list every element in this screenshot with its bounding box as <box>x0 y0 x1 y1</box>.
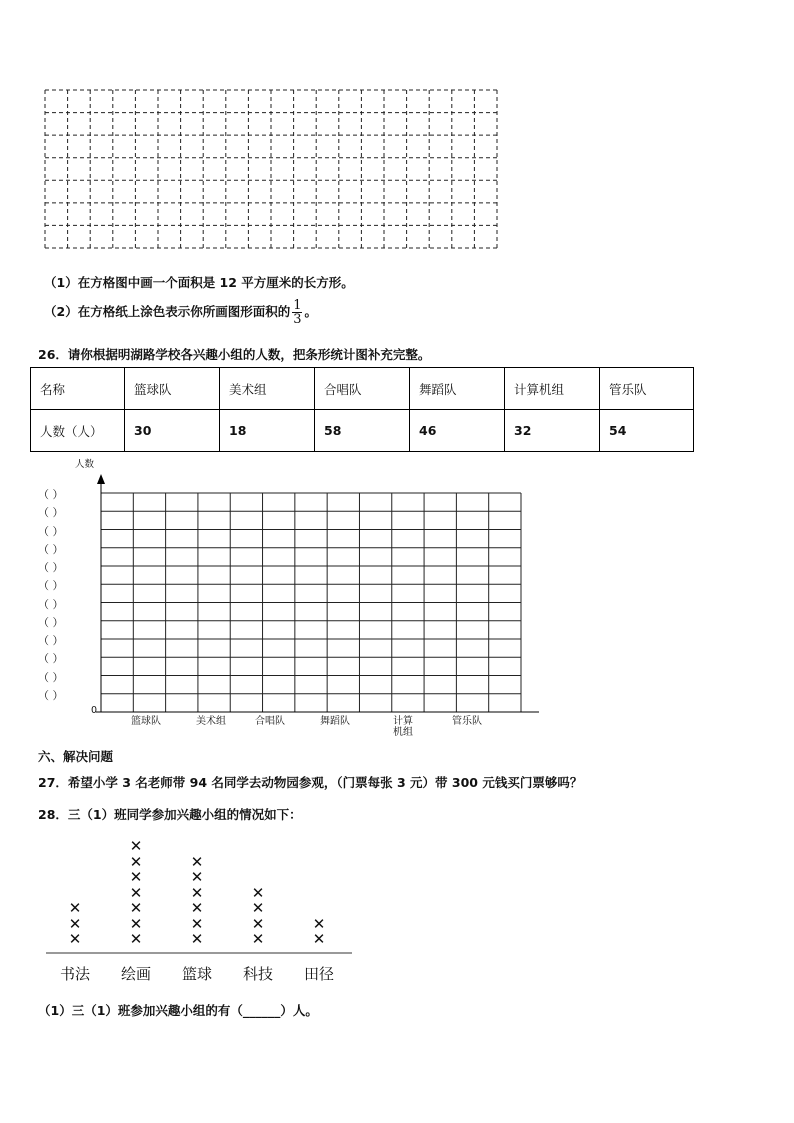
table-group-name: 美术组 <box>220 368 315 410</box>
fraction-denominator: 3 <box>293 312 302 327</box>
line-plot-category-label: 篮球 <box>181 965 212 983</box>
y-axis-arrow <box>97 474 105 484</box>
y-tick-placeholder[interactable]: （ ） <box>38 615 64 629</box>
question-26-title: 26．请你根据明湖路学校各兴趣小组的人数，把条形统计图补充完整。 <box>38 347 431 362</box>
line-plot-x-mark: ✕ <box>129 930 143 948</box>
line-plot-x-mark: ✕ <box>190 899 204 917</box>
y-tick-placeholder[interactable]: （ ） <box>38 488 64 501</box>
line-plot-category-label: 科技 <box>242 965 273 983</box>
grid-question-2 <box>44 299 317 326</box>
table-count-row <box>31 410 694 452</box>
line-plot-x-mark: ✕ <box>129 914 143 933</box>
x-category-label: 美术组 <box>196 716 226 727</box>
chart-grid <box>101 493 521 712</box>
grid-question-2-suffix: 。 <box>304 304 317 319</box>
table-group-name: 篮球队 <box>125 368 220 410</box>
line-plot-baseline <box>46 950 354 956</box>
table-group-name: 舞蹈队 <box>410 368 505 410</box>
table-count-cell: 58 <box>315 410 410 452</box>
fraction-one-third <box>292 299 302 326</box>
line-plot-x-mark: ✕ <box>251 883 265 902</box>
interest-group-table <box>30 367 694 452</box>
question-28-title: 28．三（1）班同学参加兴趣小组的情况如下： <box>38 807 302 822</box>
y-tick-placeholder[interactable]: （ ） <box>38 597 64 611</box>
grid-question-1: （1）在方格图中画一个面积是 12 平方厘米的长方形。 <box>44 275 354 290</box>
x-category-label: 合唱队 <box>255 716 285 727</box>
table-count-cell: 18 <box>220 410 315 452</box>
line-plot-x-mark: ✕ <box>190 930 204 948</box>
y-tick-placeholder[interactable]: （ ） <box>38 670 64 684</box>
line-plot-x-mark: ✕ <box>312 914 326 933</box>
line-plot-x-mark: ✕ <box>68 930 82 948</box>
line-plot-category-label: 书法 <box>59 965 90 983</box>
table-group-name: 管乐队 <box>600 368 694 410</box>
line-plot-x-mark: ✕ <box>129 852 143 871</box>
x-category-label: 舞蹈队 <box>320 716 350 727</box>
y-tick-placeholder[interactable]: （ ） <box>38 524 64 538</box>
line-plot-x-mark: ✕ <box>129 868 143 886</box>
table-count-cell: 32 <box>505 410 600 452</box>
question-27: 27．希望小学 3 名老师带 94 名同学去动物园参观，（门票每张 3 元）带 300 元钱买门票够吗？ <box>38 775 583 790</box>
dashed-grid-paper[interactable] <box>44 89 498 249</box>
x-category-label: 管乐队 <box>452 716 482 727</box>
line-plot-x-mark: ✕ <box>251 899 265 917</box>
chart-origin-label: 0 <box>91 705 98 716</box>
line-plot-x-mark: ✕ <box>129 899 143 917</box>
line-plot-x-mark: ✕ <box>68 914 82 933</box>
line-plot-x-mark: ✕ <box>190 883 204 902</box>
bar-chart <box>30 452 550 744</box>
line-plot-category-label: 绘画 <box>120 965 151 983</box>
line-plot-x-mark: ✕ <box>190 868 204 886</box>
line-plot-x-mark: ✕ <box>190 852 204 871</box>
y-tick-placeholder[interactable]: （ ） <box>38 634 64 647</box>
y-tick-placeholder[interactable]: （ ） <box>38 561 64 574</box>
y-tick-placeholder[interactable]: （ ） <box>38 579 64 593</box>
table-group-name: 合唱队 <box>315 368 410 410</box>
table-row-label: 人数（人） <box>31 410 125 452</box>
table-header-row <box>31 368 694 410</box>
x-category-label: 计算 机组 <box>393 716 413 738</box>
line-plot-category-label: 田径 <box>303 965 334 983</box>
y-axis-label: 人数 <box>75 459 95 470</box>
line-plot-x-mark: ✕ <box>129 837 143 855</box>
question-28-part-1: （1）三（1）班参加兴趣小组的有（______）人。 <box>38 1003 318 1018</box>
section-6-heading: 六、解决问题 <box>38 749 114 764</box>
table-group-name: 计算机组 <box>505 368 600 410</box>
line-plot-x-mark: ✕ <box>251 914 265 933</box>
line-plot-x-mark: ✕ <box>190 914 204 933</box>
table-count-cell: 54 <box>600 410 694 452</box>
grid-question-2-prefix: （2）在方格纸上涂色表示你所画图形面积的 <box>44 304 291 319</box>
table-count-cell: 46 <box>410 410 505 452</box>
fraction-numerator: 1 <box>293 298 302 313</box>
line-plot-x-mark: ✕ <box>129 883 143 902</box>
line-plot-x-mark: ✕ <box>251 930 265 948</box>
line-plot-x-mark: ✕ <box>312 930 326 948</box>
y-tick-placeholder[interactable]: （ ） <box>38 688 64 702</box>
table-header-label: 名称 <box>31 368 125 410</box>
y-tick-placeholder[interactable]: （ ） <box>38 542 64 556</box>
y-tick-placeholder[interactable]: （ ） <box>38 506 64 520</box>
table-count-cell: 30 <box>125 410 220 452</box>
line-plot-x-mark: ✕ <box>68 899 82 917</box>
y-tick-placeholder[interactable]: （ ） <box>38 652 64 666</box>
x-category-label: 篮球队 <box>131 716 161 727</box>
